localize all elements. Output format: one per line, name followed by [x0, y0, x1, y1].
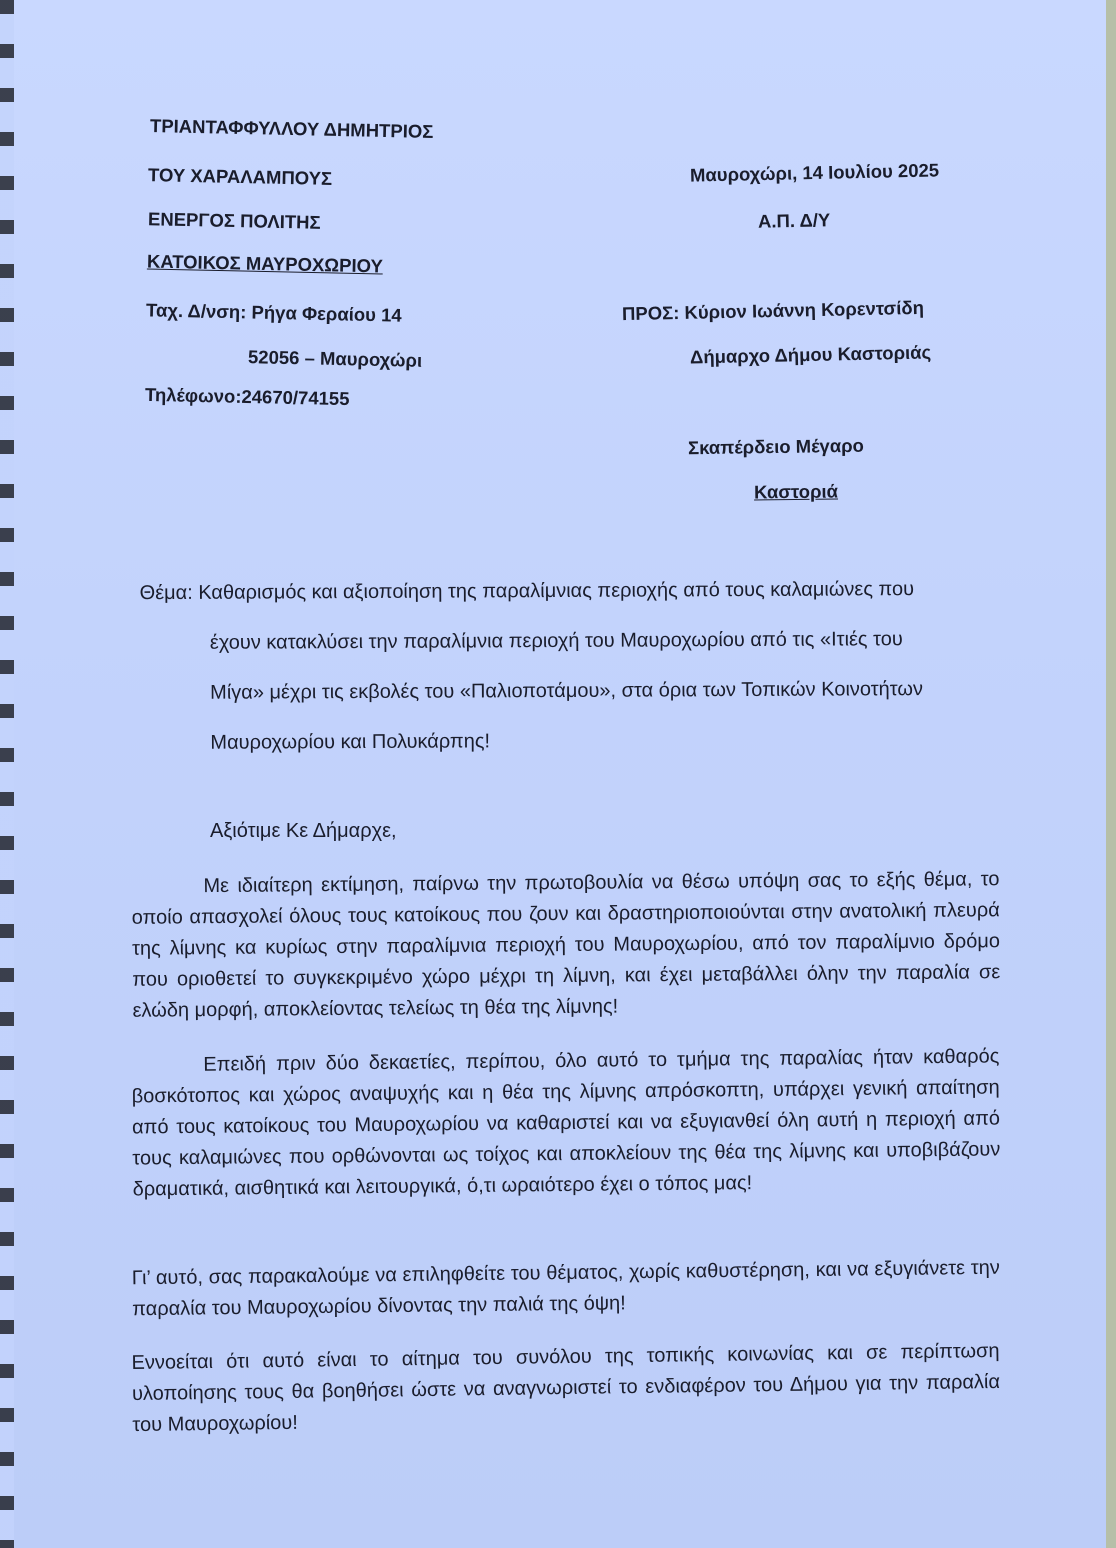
page-edge-background	[1106, 0, 1116, 1548]
subject-line-4: Μαυροχωρίου και Πολυκάρπης!	[210, 730, 491, 754]
body-paragraph-3: Γι’ αυτό, σας παρακαλούμε να επιληφθείτε του θέματος, χωρίς καθυστέρηση, και να εξυγιάνετε την παραλία του Μαυροχωρίου δίνοντας την παλιά της όψη!	[131, 1256, 1000, 1321]
recipient-to: ΠΡΟΣ: Κύριον Ιωάννη Κορεντσίδη	[621, 296, 925, 325]
body-paragraph-2: Επειδή πριν δύο δεκαετίες, περίπου, όλο αυτό το τμήμα της παραλίας ήταν καθαρός βοσκότοπος και χώρος αναψυχής και η θέα της λίμνης απρόσκοπτη, υπάρχει γενική απαίτηση από τους κατοίκους του Μαυροχωρίου να καθαριστεί και να εξυγιανθεί όλη αυτή η περιοχή από τους καλαμιώνες που ορθώνονται ως τοίχος και αποκλείουν της θέα της λίμνης και υποβιβάζουν δραματικά, αισθητικά και λειτουργικά, ό,τι ωραιότερο έχει ο τόπος μας!	[131, 1045, 1001, 1201]
salutation: Αξιότιμε Κε Δήμαρχε,	[210, 820, 397, 842]
sender-father: ΤΟΥ ΧΑΡΑΛΑΜΠΟΥΣ	[147, 164, 333, 189]
subject-label: Θέμα:	[139, 581, 193, 605]
binding-holes	[0, 0, 14, 1548]
body-paragraph-4: Εννοείται ότι αυτό είναι το αίτημα του συνόλου της τοπικής κοινωνίας και σε περίπτωση υλοποίησης τους θα βοηθήσει ώστε να αναγνωριστεί το ενδιαφέρον του Δήμου για την παραλία του Μαυροχωρίου!	[131, 1339, 1001, 1437]
sender-name: ΤΡΙΑΝΤΑΦΦΥΛΛΟΥ ΔΗΜΗΤΡΙΟΣ	[149, 115, 434, 142]
sender-residence: ΚΑΤΟΙΚΟΣ ΜΑΥΡΟΧΩΡΙΟΥ	[146, 250, 384, 277]
recipient-title: Δήμαρχο Δήμου Καστοριάς	[689, 341, 932, 368]
recipient-building: Σκαπέρδειο Μέγαρο	[687, 434, 865, 459]
body-paragraph-1: Με ιδιαίτερη εκτίμηση, παίρνω την πρωτοβουλία να θέσω υπόψη σας το εξής θέμα, το οποίο απασχολεί όλους τους κατοίκους που ζουν και δραστηριοποιούνται στην ανατολική πλευρά της λίμνης κα κυρίως στην παραλίμνια περιοχή του Μαυροχωρίου, από τον παραλίμνιο δρόμο που οριοθετεί το συγκεκριμένο χώρο μέχρι τη λίμνη, και έχει μεταβάλλει όλην την παραλία σε ελώδη μορφή, αποκλείοντας τελείως τη θέα της λίμνης!	[131, 868, 1001, 1022]
sender-role: ΕΝΕΡΓΟΣ ΠΟΛΙΤΗΣ	[147, 208, 321, 233]
sender-address: Ταχ. Δ/νση: Ρήγα Φεραίου 14	[145, 299, 402, 326]
recipient-city: Καστοριά	[753, 480, 839, 503]
subject-line-3: Μίγα» μέχρι τις εκβολές του «Παλιοποτάμου», στα όρια των Τοπικών Κοινοτήτων	[210, 678, 924, 704]
subject-line-1	[139, 564, 969, 618]
subject-text-1: Καθαρισμός και αξιοποίηση της παραλίμνιας περιοχής από τους καλαμιώνες που	[198, 578, 915, 604]
sender-phone: Τηλέφωνο:24670/74155	[144, 383, 350, 410]
sender-postal: 52056 – Μαυροχώρι	[247, 346, 423, 371]
protocol-number: Α.Π. Δ/Υ	[757, 209, 831, 232]
subject-block	[139, 564, 970, 768]
place-date: Μαυροχώρι, 14 Ιουλίου 2025	[689, 159, 940, 186]
subject-line-2: έχουν κατακλύσει την παραλίμνια περιοχή του Μαυροχωρίου από τις «Ιτιές του	[209, 628, 903, 654]
